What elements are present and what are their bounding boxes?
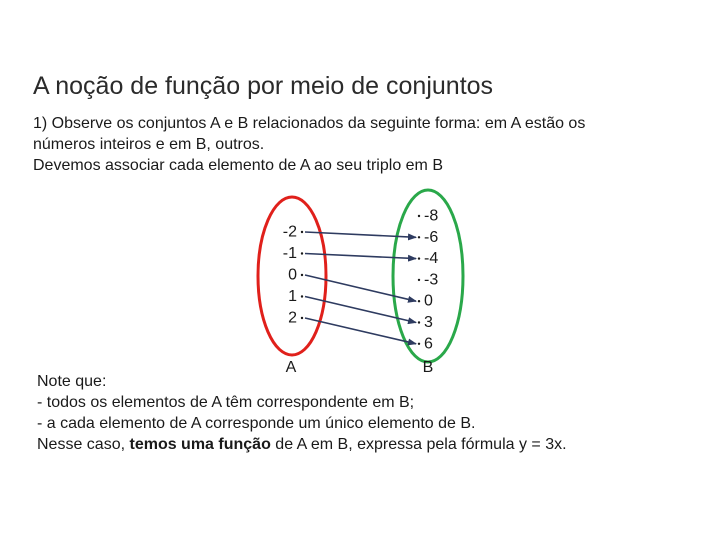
set-b-element: 3 — [424, 314, 433, 331]
set-b-element: 0 — [424, 292, 433, 310]
set-b-element: 6 — [424, 335, 433, 353]
set-b-point — [418, 279, 420, 281]
set-b-point — [418, 300, 420, 302]
notes-line-1: Note que: — [37, 373, 107, 390]
set-b-element: -3 — [424, 271, 439, 289]
set-a-element: 0 — [288, 266, 297, 284]
set-a-label: A — [285, 359, 297, 376]
set-b-point — [418, 215, 420, 217]
set-a-point — [301, 252, 303, 254]
set-b-point — [418, 257, 420, 259]
set-a-element: -2 — [282, 223, 297, 241]
mapping-arrow — [305, 254, 416, 259]
set-b-label: B — [422, 359, 434, 376]
intro-line-3: Devemos associar cada elemento de A ao seu triplo em B — [33, 157, 443, 174]
set-a-point — [301, 295, 303, 297]
set-a-point — [301, 274, 303, 276]
set-b-element: -4 — [424, 250, 439, 268]
set-b-point — [418, 236, 420, 238]
set-a-element: 1 — [288, 288, 297, 305]
notes-text — [37, 371, 697, 455]
set-a-element: -1 — [282, 245, 297, 262]
set-a-element: 2 — [288, 309, 297, 327]
notes-line-4-bold: temos uma função — [129, 436, 271, 453]
set-b-point — [418, 343, 420, 345]
mapping-arrow — [305, 275, 416, 301]
intro-line-2: números inteiros e em B, outros. — [33, 136, 265, 153]
set-b-element: -6 — [424, 228, 439, 246]
notes-line-3: - a cada elemento de A corresponde um único elemento de B. — [37, 415, 476, 432]
set-a-point — [301, 231, 303, 233]
set-b-element: -8 — [424, 207, 439, 225]
notes-line-4-suffix: de A em B, expressa pela fórmula y = 3x. — [270, 436, 567, 453]
notes-line-4-prefix: Nesse caso, — [37, 436, 130, 453]
intro-line-1: 1) Observe os conjuntos A e B relacionados da seguinte forma: em A estão os — [33, 115, 586, 132]
notes-line-2: - todos os elementos de A têm correspondente em B; — [37, 394, 415, 411]
page-title: A noção de função por meio de conjuntos — [33, 72, 494, 100]
set-b-point — [418, 321, 420, 323]
set-a-point — [301, 317, 303, 319]
notes-line-4 — [37, 434, 697, 455]
